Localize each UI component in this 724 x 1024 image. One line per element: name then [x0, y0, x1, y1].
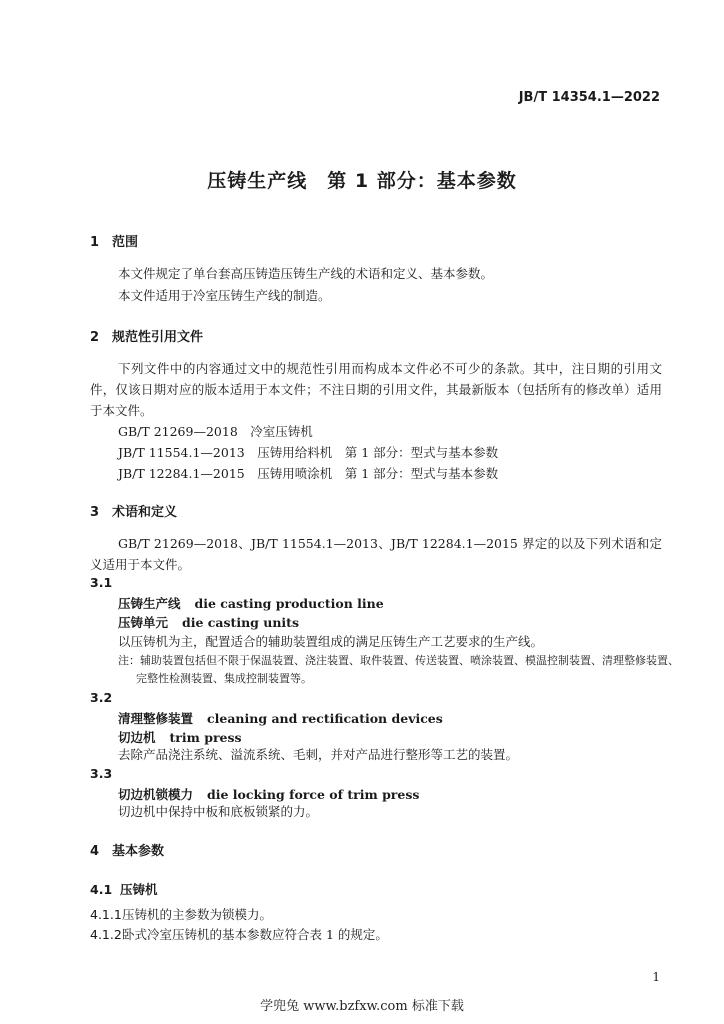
clause-number: 3.3 [90, 766, 113, 781]
section-number: 4 [90, 844, 100, 859]
paragraph-text: GB/T 21269—2018、JB/T 11554.1—2013、JB/T 12284.1—2015 界定的以及下列术语和定义适用于本文件。 [90, 536, 662, 572]
term-zh: 压铸单元 [118, 615, 169, 630]
subsection-title: 压铸机 [120, 882, 158, 897]
term-zh: 切边机锁模力 [118, 787, 194, 802]
section-number: 1 [90, 235, 100, 250]
term-entry [118, 728, 242, 746]
clause-number: 3.1 [90, 575, 113, 590]
term-definition: 切边机中保持中板和底板锁紧的力。 [118, 804, 319, 819]
term-en: die locking force of trim press [207, 787, 420, 802]
term-note-line-1: 注：辅助装置包括但不限于保温装置、浇注装置、取件装置、传送装置、喷涂装置、模温控制装置、清理整修装置、 [118, 654, 679, 667]
section-number: 3 [90, 505, 100, 520]
term-definition: 以压铸机为主，配置适合的辅助装置组成的满足压铸生产工艺要求的生产线。 [118, 634, 544, 649]
term-entry [118, 709, 443, 727]
term-definition: 去除产品浇注系统、溢流系统、毛刺，并对产品进行整形等工艺的装置。 [118, 747, 519, 762]
term-entry [118, 594, 384, 612]
term-en: die casting units [182, 615, 299, 630]
term-zh: 清理整修装置 [118, 711, 194, 726]
reference-item: JB/T 11554.1—2013 压铸用给料机 第 1 部分：型式与基本参数 [118, 445, 499, 460]
item-number: 4.1.2 [90, 927, 122, 942]
page-number: 1 [652, 970, 660, 984]
reference-item: JB/T 12284.1—2015 压铸用喷涂机 第 1 部分：型式与基本参数 [118, 466, 499, 481]
item-text: 压铸机的主参数为锁模力。 [122, 907, 273, 922]
standard-id: JB/T 14354.1—2022 [518, 90, 660, 105]
clause-item [90, 926, 388, 943]
clause-number: 3.2 [90, 690, 113, 705]
term-en: cleaning and rectification devices [207, 711, 443, 726]
section-title: 规范性引用文件 [112, 330, 204, 345]
term-entry [118, 785, 419, 803]
reference-item: GB/T 21269—2018 冷室压铸机 [118, 424, 313, 439]
item-text: 卧式冷室压铸机的基本参数应符合表 1 的规定。 [122, 927, 388, 942]
subsection-number: 4.1 [90, 882, 113, 897]
document-title: 压铸生产线 第 1 部分：基本参数 [207, 170, 517, 192]
terms-intro-paragraph [90, 533, 662, 575]
section-4-heading [90, 840, 164, 859]
subsection-4-1-heading [90, 880, 158, 898]
clause-item [90, 906, 272, 923]
term-zh: 切边机 [118, 730, 156, 745]
scope-line-2: 本文件适用于冷室压铸生产线的制造。 [118, 288, 331, 303]
section-title: 范围 [112, 235, 139, 250]
term-en: trim press [169, 730, 242, 745]
item-number: 4.1.1 [90, 907, 122, 922]
term-note-line-2: 完整性检测装置、集成控制装置等。 [136, 672, 312, 685]
section-number: 2 [90, 330, 100, 345]
term-en: die casting production line [194, 596, 384, 611]
term-entry [118, 613, 299, 631]
section-2-heading [90, 326, 203, 345]
term-zh: 压铸生产线 [118, 596, 181, 611]
paragraph-text: 下列文件中的内容通过文中的规范性引用而构成本文件必不可少的条款。其中，注日期的引用文件，仅该日期对应的版本适用于本文件；不注日期的引用文件，其最新版本（包括所有的修改单）适用于本文件。 [90, 361, 662, 418]
scope-line-1: 本文件规定了单台套高压铸造压铸生产线的术语和定义、基本参数。 [118, 266, 494, 281]
normative-references-paragraph [90, 358, 662, 421]
footer-watermark: 学兜兔 www.bzfxw.com 标准下载 [260, 999, 464, 1014]
section-3-heading [90, 501, 177, 520]
section-1-heading [90, 231, 138, 250]
section-title: 术语和定义 [112, 505, 178, 520]
section-title: 基本参数 [112, 844, 165, 859]
